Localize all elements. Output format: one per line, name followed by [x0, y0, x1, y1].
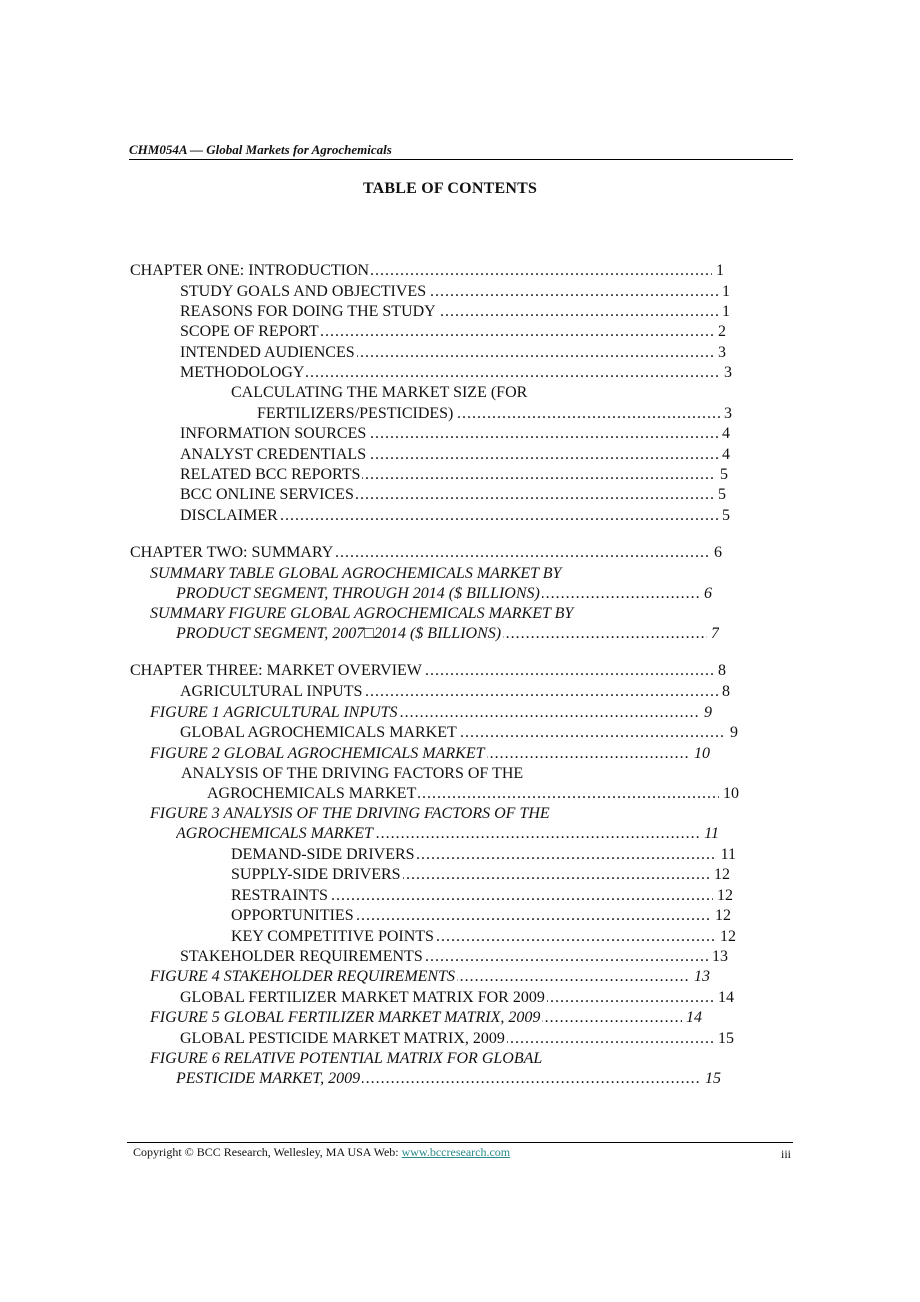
toc-entry[interactable]: ..... GLOBAL PESTICIDE MARKET MATRIX, 2009 15: [180, 1029, 734, 1049]
toc-entry[interactable]: ..... CHAPTER ONE: INTRODUCTION 1: [130, 261, 724, 281]
footer: [133, 1145, 552, 1159]
toc-entry[interactable]: ..... INTENDED AUDIENCES 3: [180, 343, 726, 363]
toc-entry-line[interactable]: FIGURE 6 RELATIVE POTENTIAL MATRIX FOR GLOBAL: [150, 1050, 543, 1067]
toc-entry[interactable]: ..... DISCLAIMER 5: [180, 506, 730, 526]
toc-entry-line[interactable]: ANALYSIS OF THE DRIVING FACTORS OF THE: [181, 765, 524, 782]
toc-entry[interactable]: ..... KEY COMPETITIVE POINTS 12: [231, 927, 736, 947]
page-number: iii: [781, 1147, 792, 1161]
toc-entry[interactable]: ..... INFORMATION SOURCES 4: [180, 424, 730, 444]
toc-entry-line[interactable]: CALCULATING THE MARKET SIZE (FOR: [231, 384, 528, 401]
toc-entry[interactable]: ..... OPPORTUNITIES 12: [231, 906, 731, 926]
toc-entry[interactable]: ..... BCC ONLINE SERVICES 5: [180, 485, 726, 505]
footer-divider: [127, 1142, 793, 1143]
toc-entry[interactable]: ..... SCOPE OF REPORT 2: [180, 322, 726, 342]
toc-entry[interactable]: ..... RELATED BCC REPORTS 5: [180, 465, 728, 485]
toc-entry[interactable]: ..... AGROCHEMICALS MARKET 11: [176, 824, 719, 844]
toc-entry[interactable]: ..... ANALYST CREDENTIALS 4: [180, 445, 730, 465]
toc-entry[interactable]: ..... CHAPTER TWO: SUMMARY 6: [130, 543, 722, 563]
toc-entry[interactable]: ..... REASONS FOR DOING THE STUDY 1: [180, 302, 730, 322]
running-header: CHM054A — Global Markets for Agrochemicals: [129, 142, 793, 160]
toc-entry[interactable]: ..... DEMAND-SIDE DRIVERS 11: [231, 845, 736, 865]
toc-entry[interactable]: ..... PRODUCT SEGMENT, THROUGH 2014 ($ BILLIONS) 6: [176, 584, 712, 604]
footer-website-link[interactable]: www.bccresearch.com: [401, 1145, 511, 1159]
toc-entry[interactable]: ..... FIGURE 1 AGRICULTURAL INPUTS 9: [150, 703, 712, 723]
toc-entry[interactable]: ..... GLOBAL FERTILIZER MARKET MATRIX FOR 2009 14: [180, 988, 734, 1008]
toc-entry[interactable]: ..... AGROCHEMICALS MARKET 10: [207, 784, 739, 804]
toc-entry[interactable]: ..... STAKEHOLDER REQUIREMENTS 13: [180, 947, 728, 967]
footer-copyright: Copyright © BCC Research, Wellesley, MA USA Web:: [133, 1145, 402, 1159]
page-title: TABLE OF CONTENTS: [362, 180, 538, 197]
toc-entry[interactable]: ..... FERTILIZERS/PESTICIDES) 3: [257, 404, 732, 424]
toc-entry-line[interactable]: SUMMARY TABLE GLOBAL AGROCHEMICALS MARKET BY: [150, 565, 562, 582]
toc-entry[interactable]: ..... AGRICULTURAL INPUTS 8: [180, 682, 730, 702]
toc-entry[interactable]: ..... METHODOLOGY 3: [180, 363, 732, 383]
toc-entry[interactable]: ..... PESTICIDE MARKET, 2009 15: [176, 1069, 721, 1089]
toc-entry[interactable]: ..... PRODUCT SEGMENT, 2007□2014 ($ BILLIONS) 7: [176, 624, 719, 644]
toc-entry[interactable]: ..... STUDY GOALS AND OBJECTIVES 1: [180, 282, 730, 302]
toc-entry[interactable]: ..... CHAPTER THREE: MARKET OVERVIEW 8: [130, 661, 726, 681]
toc-entry[interactable]: ..... GLOBAL AGROCHEMICALS MARKET 9: [180, 723, 738, 743]
toc-entry[interactable]: ..... FIGURE 5 GLOBAL FERTILIZER MARKET MATRIX, 2009 14: [150, 1008, 702, 1028]
toc-entry[interactable]: ..... FIGURE 4 STAKEHOLDER REQUIREMENTS 13: [150, 967, 710, 987]
toc-entry-line[interactable]: SUMMARY FIGURE GLOBAL AGROCHEMICALS MARKET BY: [150, 605, 574, 622]
toc-entry-line[interactable]: FIGURE 3 ANALYSIS OF THE DRIVING FACTORS OF THE: [150, 805, 550, 822]
toc-entry[interactable]: ..... RESTRAINTS 12: [231, 886, 733, 906]
toc-entry[interactable]: ..... SUPPLY-SIDE DRIVERS 12: [231, 865, 730, 885]
toc-entry[interactable]: ..... FIGURE 2 GLOBAL AGROCHEMICALS MARKET 10: [150, 744, 710, 764]
